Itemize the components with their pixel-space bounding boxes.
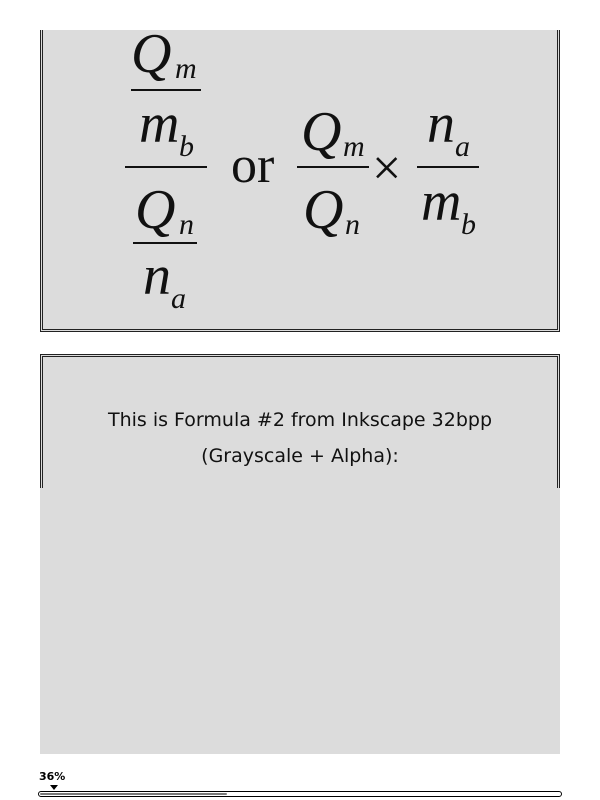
caption-text: [40, 402, 560, 474]
formula-panel: [40, 30, 560, 332]
caption-line-1: This is Formula #2 from Inkscape 32bpp: [107, 409, 493, 431]
right-fraction-1: [297, 101, 369, 241]
right-f1-den-sub: n: [345, 208, 360, 241]
left-num-sub: m: [175, 52, 197, 85]
left-den-sub: n: [179, 208, 194, 241]
formula-graphic: [43, 30, 563, 332]
right-f1-num-sub: m: [343, 130, 365, 163]
left-numden-sub: b: [179, 130, 194, 163]
caption-line-2: (Grayscale + Alpha):: [201, 445, 399, 467]
caption-panel: [40, 354, 560, 754]
right-f2-num-main: n: [427, 93, 455, 155]
right-f2-num-sub: a: [455, 130, 470, 163]
left-denden-main: n: [143, 245, 171, 307]
right-f1-num-main: Q: [301, 101, 342, 163]
progress-fill: [40, 793, 227, 795]
formula-connector: or: [231, 137, 275, 194]
right-f2-den-main: m: [421, 171, 462, 233]
left-numden-main: m: [139, 93, 180, 155]
right-fraction-2: [417, 93, 479, 241]
right-f2-den-sub: b: [461, 208, 476, 241]
left-denden-sub: a: [171, 282, 186, 315]
progress-label: 36%: [39, 770, 66, 783]
left-compound-fraction: [125, 30, 207, 315]
right-f1-den-main: Q: [303, 179, 344, 241]
left-den-main: Q: [135, 179, 176, 241]
left-num-main: Q: [131, 30, 172, 85]
formula-operator: ×: [372, 140, 402, 197]
progress-marker-icon: [50, 785, 58, 790]
progress-bar[interactable]: [38, 791, 562, 797]
